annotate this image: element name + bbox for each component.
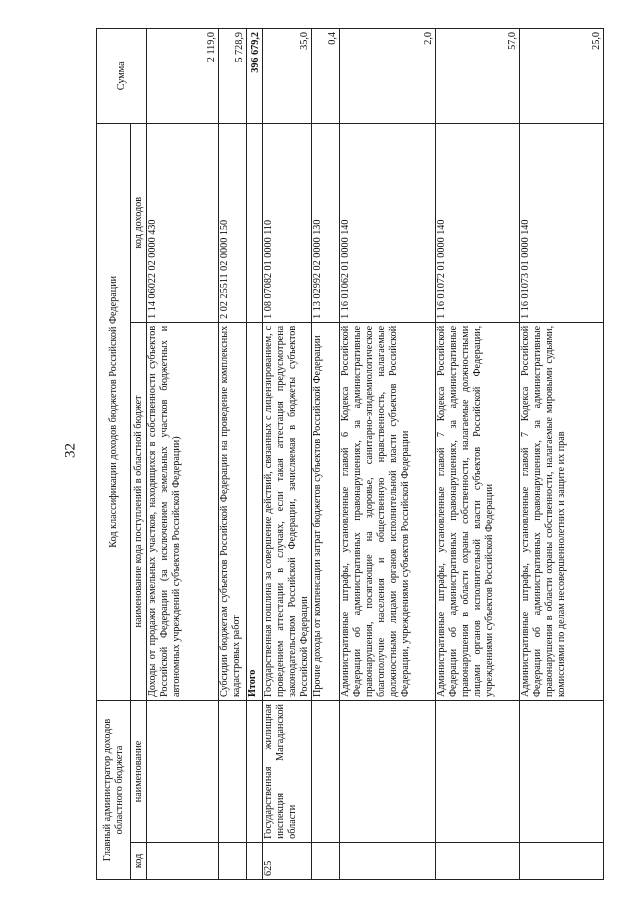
header-admin-group: Главный администратор доходов областного бюджета [97,701,131,880]
document-page [96,28,600,880]
row-admin-code [436,842,520,879]
header-classification-group: Код классификации доходов бюджетов Российской Федерации [97,123,131,700]
row-income-name: Прочие доходы от компенсации затрат бюджетов субъектов Российской Федерации [312,322,340,700]
table-row [312,29,340,880]
row-income-name: Административные штрафы, установленные главой 7 Кодекса Российской Федерации об административных правонарушениях, за административные правонарушения в области охраны собственности, налагаемые мировыми судьями, комиссиями по делам несовершеннолетних и защите их прав [520,322,604,700]
row-income-code: 1 16 01073 01 0000 140 [520,123,604,322]
row-admin-code [312,842,340,879]
row-income-code: 1 14 06022 02 0000 430 [147,123,219,322]
row-admin-name [312,701,340,843]
row-admin-name [340,701,436,843]
table-row [340,29,436,880]
row-sum: 25,0 [520,29,604,124]
row-income-code: 1 16 01072 01 0000 140 [436,123,520,322]
row-income-code: 2 02 25511 02 0000 150 [219,123,247,322]
row-income-name: Субсидии бюджетам субъектов Российской Федерации на проведение комплексных кадастровых работ [219,322,247,700]
row-sum: 2 119,0 [147,29,219,124]
row-admin-name [247,701,263,843]
table-row [147,29,219,880]
page-number: 32 [62,443,79,458]
row-sum: 0,4 [312,29,340,124]
row-sum: 5 728,9 [219,29,247,124]
row-income-code: 1 08 07082 01 0000 110 [263,123,312,322]
table-row [247,29,263,880]
row-admin-code [340,842,436,879]
row-income-name: Доходы от продажи земельных участков, находящихся в собственности субъектов Российской Федерации (за исключением земельных участков бюджетных и автономных учреждений субъектов Российской Федерации) [147,322,219,700]
income-classification-table [96,28,604,880]
header-admin-name: наименование [131,701,147,843]
table-row [520,29,604,880]
table-row [263,29,312,880]
header-income-name: наименование кода поступлений в областной бюджет [131,322,147,700]
row-admin-code [147,842,219,879]
row-admin-code [247,842,263,879]
row-admin-name [147,701,219,843]
row-admin-name [520,701,604,843]
header-admin-code: код [131,842,147,879]
row-admin-code: 625 [263,842,312,879]
header-sum: Сумма [97,29,147,124]
row-income-name: Административные штрафы, установленные главой 6 Кодекса Российской Федерации об административных правонарушениях, за административные правонарушения, посягающие на здоровье, санитарно-эпидемиологическое благополучие населения и общественную нравственность, налагаемые должностными лицами органов исполнительной власти субъектов Российской Федерации, учреждениями субъектов Российской Федерации [340,322,436,700]
row-sum: 57,0 [436,29,520,124]
row-income-code: 1 16 01062 01 0000 140 [340,123,436,322]
row-admin-code [219,842,247,879]
row-income-name: Государственная пошлина за совершение действий, связанных с лицензированием, с проведением аттестации в случаях, если такая аттестация предусмотрена законодательством Российской Федерации, зачисляемая в бюджеты субъектов Российской Федерации [263,322,312,700]
row-sum: 2,0 [340,29,436,124]
row-income-code: 1 13 02992 02 0000 130 [312,123,340,322]
row-admin-name [436,701,520,843]
row-sum: 35,0 [263,29,312,124]
row-income-name: Итого [247,322,263,700]
header-income-code: код доходов [131,123,147,322]
row-admin-name: Государственная жилищная инспекция Магаданской области [263,701,312,843]
row-income-code [247,123,263,322]
table-row [436,29,520,880]
row-sum: 396 679,2 [247,29,263,124]
row-income-name: Административные штрафы, установленные главой 7 Кодекса Российской Федерации об административных правонарушениях, за административные правонарушения в области охраны собственности, налагаемые должностными лицами органов исполнительной власти субъектов Российской Федерации, учреждениями субъектов Российской Федерации [436,322,520,700]
row-admin-code [520,842,604,879]
table-row [219,29,247,880]
row-admin-name [219,701,247,843]
